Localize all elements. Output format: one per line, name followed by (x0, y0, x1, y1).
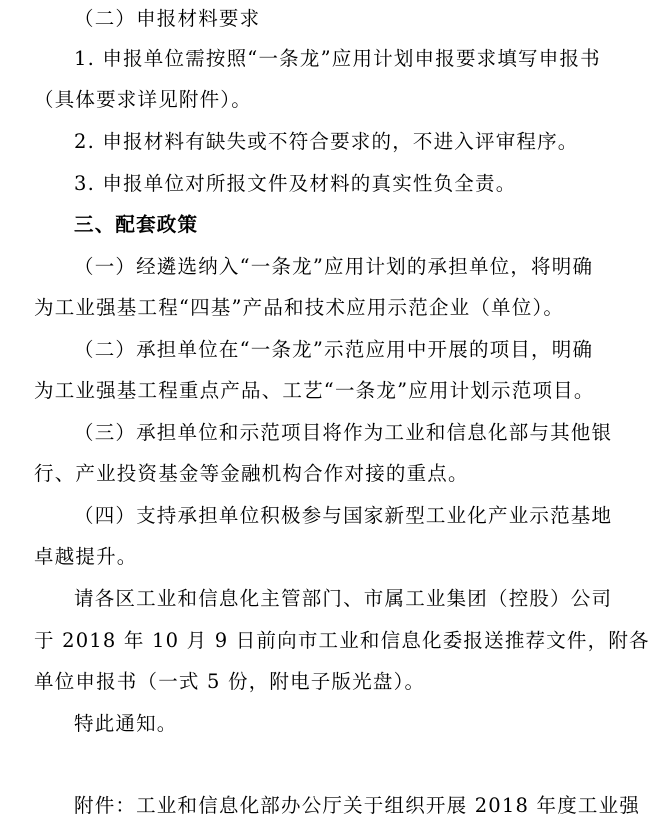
policy-4-line-2: 卓越提升。 (34, 545, 138, 568)
policy-2-line-1: （二）承担单位在“一条龙”示范应用中开展的项目，明确 (74, 338, 594, 361)
policy-1-line-1: （一）经遴选纳入“一条龙”应用计划的承担单位，将明确 (74, 255, 594, 278)
list-item-3: 3. 申报单位对所报文件及材料的真实性负全责。 (74, 172, 517, 195)
list-item-2: 2. 申报材料有缺失或不符合要求的，不进入评审程序。 (74, 130, 579, 153)
closing-line-1: 请各区工业和信息化主管部门、市属工业集团（控股）公司 (74, 587, 613, 610)
attachment-line: 附件：工业和信息化部办公厅关于组织开展 2018 年度工业强 (74, 794, 641, 817)
list-item-1-line-2: （具体要求详见附件）。 (34, 88, 252, 111)
closing-line-2: 于 2018 年 10 月 9 日前向市工业和信息化委报送推荐文件，附各 (34, 629, 650, 652)
closing-line-3: 单位申报书（一式 5 份，附电子版光盘）。 (34, 670, 426, 693)
section-heading: 三、配套政策 (74, 213, 199, 236)
policy-3-line-1: （三）承担单位和示范项目将作为工业和信息化部与其他银 (74, 421, 613, 444)
list-item-1-line-1: 1. 申报单位需按照“一条龙”应用计划申报要求填写申报书 (74, 47, 601, 70)
policy-2-line-2: 为工业强基工程重点产品、工艺“一条龙”应用计划示范项目。 (34, 379, 595, 402)
section-subheading: （二）申报材料要求 (74, 7, 261, 30)
policy-1-line-2: 为工业强基工程“四基”产品和技术应用示范企业（单位）。 (34, 296, 565, 319)
policy-4-line-1: （四）支持承担单位积极参与国家新型工业化产业示范基地 (74, 504, 613, 527)
policy-3-line-2: 行、产业投资基金等金融机构合作对接的重点。 (34, 462, 469, 485)
closing-notice: 特此通知。 (74, 712, 178, 735)
